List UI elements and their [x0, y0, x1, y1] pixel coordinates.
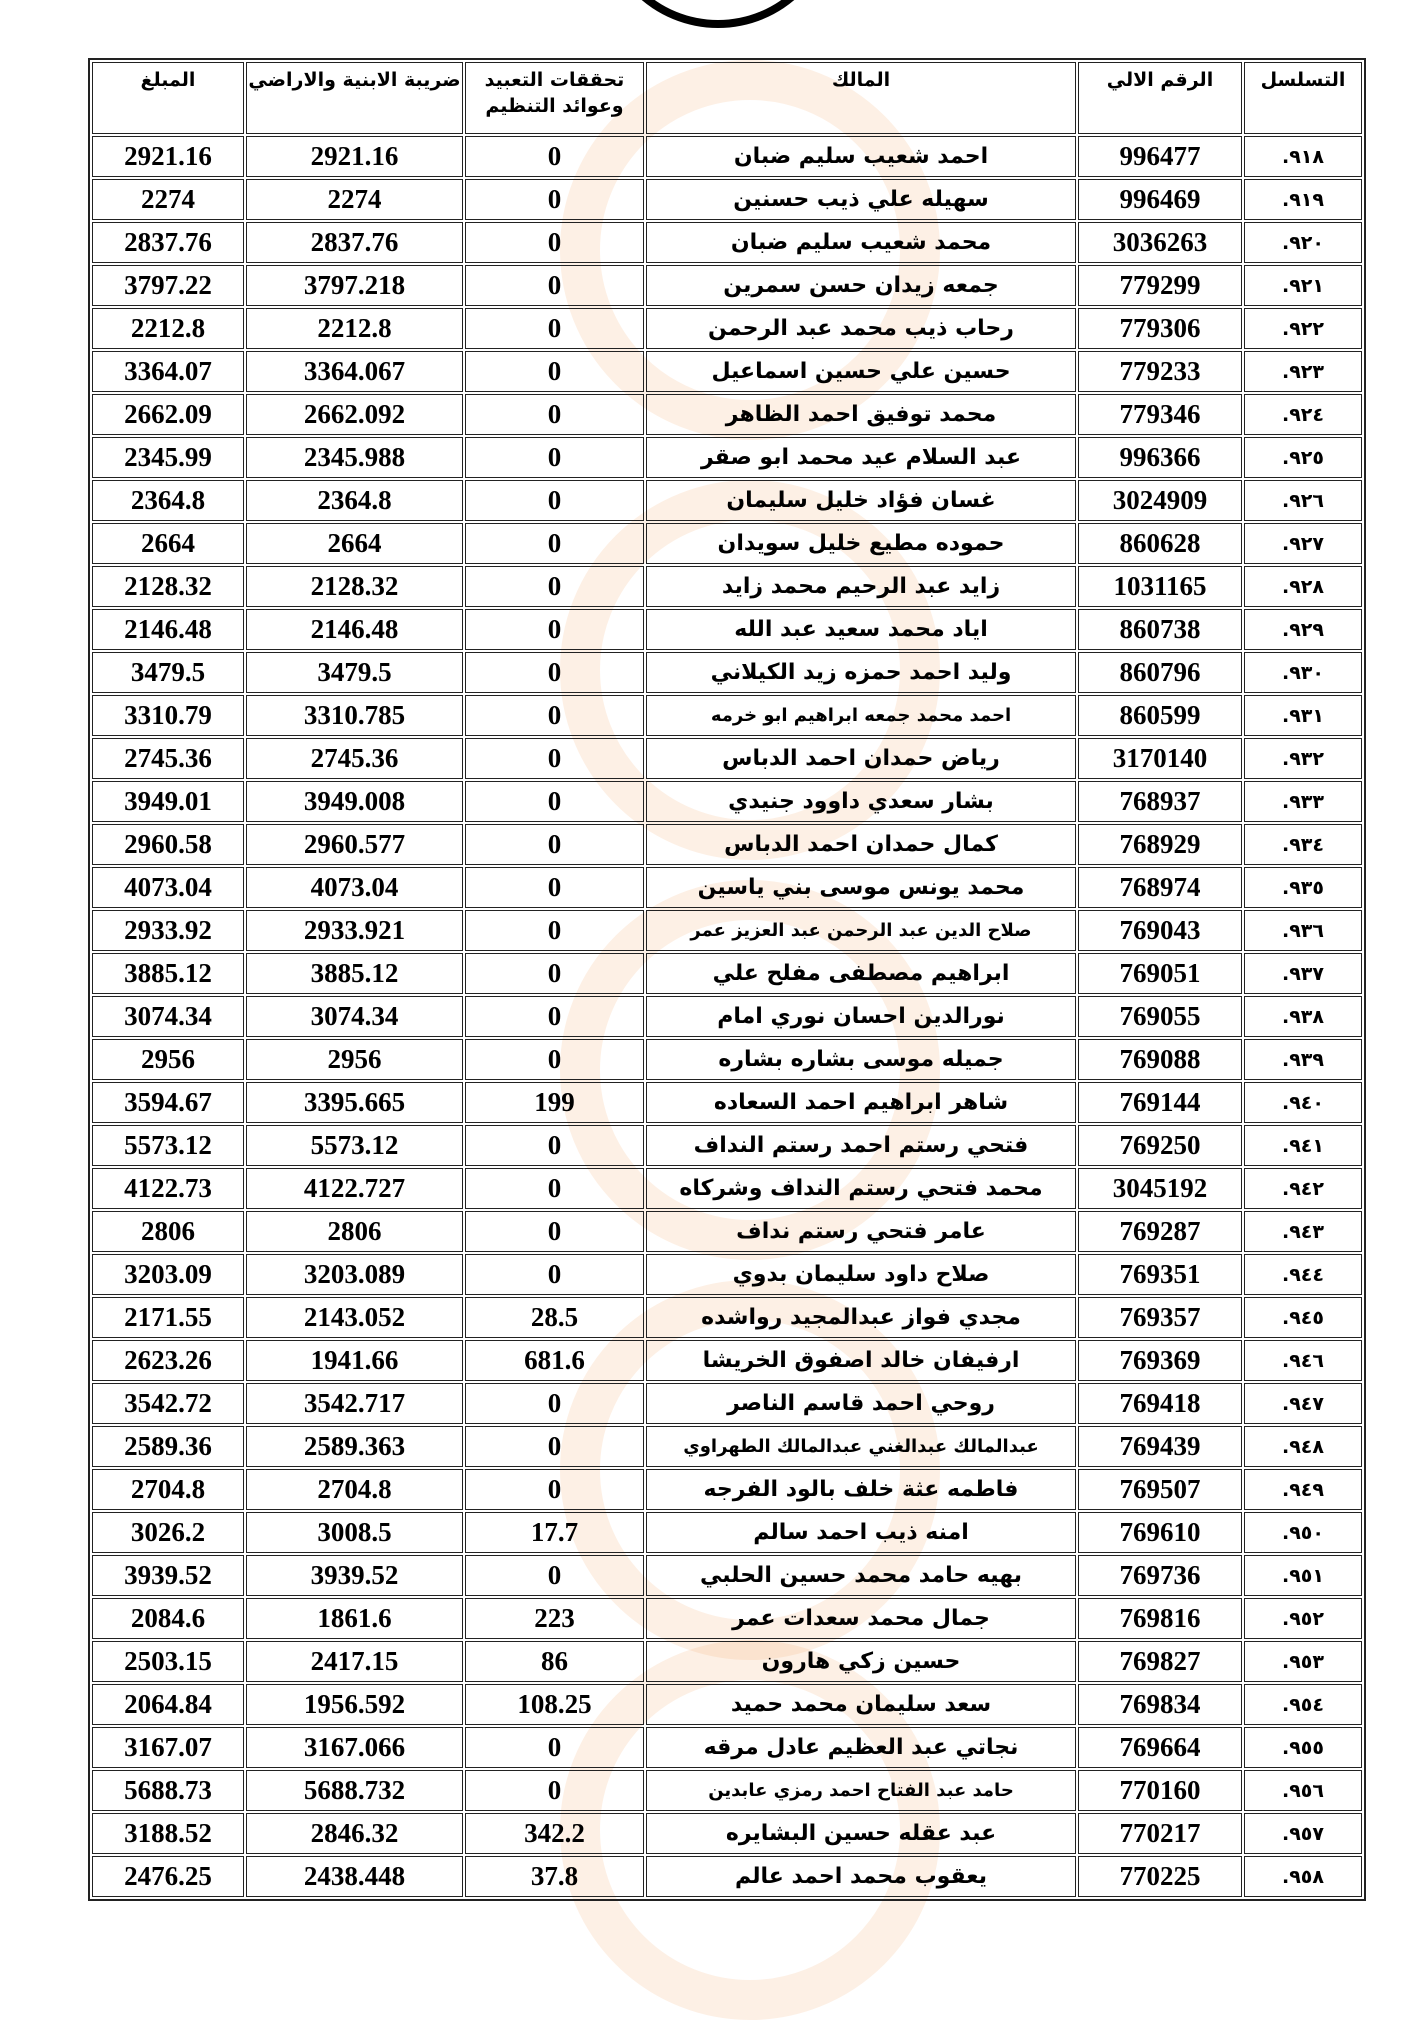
seq-cell: ٩٢٠.: [1244, 222, 1362, 263]
header-owner: المالك: [646, 62, 1076, 134]
amount-cell: 2956: [92, 1039, 244, 1080]
paving-cell: 108.25: [465, 1684, 644, 1725]
table-row: [92, 1727, 1362, 1768]
paving-cell: 0: [465, 222, 644, 263]
auto-number-cell: 779346: [1078, 394, 1242, 435]
table-row: [92, 1555, 1362, 1596]
table-row: [92, 222, 1362, 263]
amount-cell: 2933.92: [92, 910, 244, 951]
seq-cell: ٩٥٧.: [1244, 1813, 1362, 1854]
table-row: [92, 1340, 1362, 1381]
tax-cell: 2589.363: [246, 1426, 463, 1467]
amount-cell: 2589.36: [92, 1426, 244, 1467]
tax-cell: 2143.052: [246, 1297, 463, 1338]
auto-number-cell: 769144: [1078, 1082, 1242, 1123]
seq-cell: ٩٤٠.: [1244, 1082, 1362, 1123]
owner-cell: حموده مطيع خليل سويدان: [646, 523, 1076, 564]
table-row: [92, 351, 1362, 392]
seq-cell: ٩٥٨.: [1244, 1856, 1362, 1897]
amount-cell: 2476.25: [92, 1856, 244, 1897]
auto-number-cell: 3024909: [1078, 480, 1242, 521]
tax-cell: 2662.092: [246, 394, 463, 435]
auto-number-cell: 860628: [1078, 523, 1242, 564]
owner-cell: فتحي رستم احمد رستم النداف: [646, 1125, 1076, 1166]
amount-cell: 3797.22: [92, 265, 244, 306]
amount-cell: 2837.76: [92, 222, 244, 263]
table-row: [92, 910, 1362, 951]
seq-cell: ٩٥٢.: [1244, 1598, 1362, 1639]
amount-cell: 2662.09: [92, 394, 244, 435]
tax-cell: 3167.066: [246, 1727, 463, 1768]
table-row: [92, 1469, 1362, 1510]
auto-number-cell: 769664: [1078, 1727, 1242, 1768]
seq-cell: ٩٤٤.: [1244, 1254, 1362, 1295]
tax-cell: 2345.988: [246, 437, 463, 478]
owner-cell: شاهر ابراهيم احمد السعاده: [646, 1082, 1076, 1123]
tax-cell: 1861.6: [246, 1598, 463, 1639]
auto-number-cell: 768937: [1078, 781, 1242, 822]
tax-cell: 2933.921: [246, 910, 463, 951]
paving-cell: 0: [465, 1727, 644, 1768]
tax-cell: 3203.089: [246, 1254, 463, 1295]
table-row: [92, 781, 1362, 822]
paving-cell: 0: [465, 1125, 644, 1166]
paving-cell: 0: [465, 523, 644, 564]
amount-cell: 5688.73: [92, 1770, 244, 1811]
owner-cell: جميله موسى بشاره بشاره: [646, 1039, 1076, 1080]
paving-cell: 0: [465, 437, 644, 478]
paving-cell: 0: [465, 179, 644, 220]
paving-cell: 0: [465, 1211, 644, 1252]
paving-cell: 28.5: [465, 1297, 644, 1338]
auto-number-cell: 769351: [1078, 1254, 1242, 1295]
seq-cell: ٩٥١.: [1244, 1555, 1362, 1596]
auto-number-cell: 770217: [1078, 1813, 1242, 1854]
paving-cell: 681.6: [465, 1340, 644, 1381]
auto-number-cell: 769088: [1078, 1039, 1242, 1080]
paving-cell: 0: [465, 1254, 644, 1295]
paving-cell: 37.8: [465, 1856, 644, 1897]
paving-cell: 0: [465, 1555, 644, 1596]
amount-cell: 2064.84: [92, 1684, 244, 1725]
header-auto-number: الرقم الالي: [1078, 62, 1242, 134]
seq-cell: ٩٣١.: [1244, 695, 1362, 736]
seq-cell: ٩٥٣.: [1244, 1641, 1362, 1682]
tax-cell: 3885.12: [246, 953, 463, 994]
tax-cell: 3949.008: [246, 781, 463, 822]
owner-cell: كمال حمدان احمد الدباس: [646, 824, 1076, 865]
auto-number-cell: 996469: [1078, 179, 1242, 220]
auto-number-cell: 770225: [1078, 1856, 1242, 1897]
seq-cell: ٩٥٤.: [1244, 1684, 1362, 1725]
auto-number-cell: 779299: [1078, 265, 1242, 306]
amount-cell: 2171.55: [92, 1297, 244, 1338]
table-row: [92, 1082, 1362, 1123]
owner-cell: حسين زكي هارون: [646, 1641, 1076, 1682]
tax-cell: 4073.04: [246, 867, 463, 908]
tax-cell: 2212.8: [246, 308, 463, 349]
owner-cell: نجاتي عبد العظيم عادل مرقه: [646, 1727, 1076, 1768]
amount-cell: 2704.8: [92, 1469, 244, 1510]
table-row: [92, 136, 1362, 177]
paving-cell: 0: [465, 781, 644, 822]
header-seq: التسلسل: [1244, 62, 1362, 134]
seq-cell: ٩٣٠.: [1244, 652, 1362, 693]
auto-number-cell: 769834: [1078, 1684, 1242, 1725]
tax-cell: 3479.5: [246, 652, 463, 693]
tax-cell: 3797.218: [246, 265, 463, 306]
seq-cell: ٩٣٦.: [1244, 910, 1362, 951]
tax-cell: 2438.448: [246, 1856, 463, 1897]
header-row: [92, 62, 1362, 134]
table-row: [92, 1039, 1362, 1080]
amount-cell: 2345.99: [92, 437, 244, 478]
paving-cell: 0: [465, 394, 644, 435]
seq-cell: ٩٤٨.: [1244, 1426, 1362, 1467]
seq-cell: ٩٥٠.: [1244, 1512, 1362, 1553]
owner-cell: صلاح داود سليمان بدوي: [646, 1254, 1076, 1295]
paving-cell: 0: [465, 824, 644, 865]
owner-cell: رياض حمدان احمد الدباس: [646, 738, 1076, 779]
table-row: [92, 609, 1362, 650]
auto-number-cell: 769250: [1078, 1125, 1242, 1166]
seq-cell: ٩٢٢.: [1244, 308, 1362, 349]
tax-cell: 2364.8: [246, 480, 463, 521]
auto-number-cell: 860796: [1078, 652, 1242, 693]
owner-cell: بشار سعدي داوود جنيدي: [646, 781, 1076, 822]
paving-cell: 0: [465, 480, 644, 521]
auto-number-cell: 769357: [1078, 1297, 1242, 1338]
table-row: [92, 738, 1362, 779]
auto-number-cell: 769043: [1078, 910, 1242, 951]
tax-cell: 2146.48: [246, 609, 463, 650]
seq-cell: ٩٤٥.: [1244, 1297, 1362, 1338]
owner-cell: احمد محمد جمعه ابراهيم ابو خرمه: [646, 695, 1076, 736]
owner-cell: غسان فؤاد خليل سليمان: [646, 480, 1076, 521]
owner-cell: محمد فتحي رستم النداف وشركاه: [646, 1168, 1076, 1209]
header-tax: ضريبة الابنية والاراضي: [246, 62, 463, 134]
tax-cell: 3310.785: [246, 695, 463, 736]
amount-cell: 3479.5: [92, 652, 244, 693]
owner-cell: اياد محمد سعيد عبد الله: [646, 609, 1076, 650]
amount-cell: 2960.58: [92, 824, 244, 865]
owner-cell: محمد يونس موسى بني ياسين: [646, 867, 1076, 908]
tax-cell: 2960.577: [246, 824, 463, 865]
table-row: [92, 695, 1362, 736]
owners-tax-table: [88, 58, 1366, 1901]
paving-cell: 0: [465, 351, 644, 392]
tax-cell: 1956.592: [246, 1684, 463, 1725]
paving-cell: 0: [465, 1469, 644, 1510]
tax-cell: 3395.665: [246, 1082, 463, 1123]
seq-cell: ٩٢٩.: [1244, 609, 1362, 650]
auto-number-cell: 769287: [1078, 1211, 1242, 1252]
paving-cell: 0: [465, 1168, 644, 1209]
table-row: [92, 523, 1362, 564]
seq-cell: ٩٥٥.: [1244, 1727, 1362, 1768]
tax-cell: 5688.732: [246, 1770, 463, 1811]
auto-number-cell: 779233: [1078, 351, 1242, 392]
paving-cell: 0: [465, 910, 644, 951]
owner-cell: فاطمه عثة خلف بالود الفرجه: [646, 1469, 1076, 1510]
tax-cell: 1941.66: [246, 1340, 463, 1381]
seq-cell: ٩٤٣.: [1244, 1211, 1362, 1252]
auto-number-cell: 769439: [1078, 1426, 1242, 1467]
table-row: [92, 1641, 1362, 1682]
seq-cell: ٩٤٧.: [1244, 1383, 1362, 1424]
amount-cell: 2623.26: [92, 1340, 244, 1381]
seq-cell: ٩٢٤.: [1244, 394, 1362, 435]
auto-number-cell: 769051: [1078, 953, 1242, 994]
amount-cell: 4122.73: [92, 1168, 244, 1209]
table-row: [92, 1297, 1362, 1338]
auto-number-cell: 769816: [1078, 1598, 1242, 1639]
auto-number-cell: 3036263: [1078, 222, 1242, 263]
seq-cell: ٩٣٢.: [1244, 738, 1362, 779]
paving-cell: 0: [465, 1039, 644, 1080]
table-row: [92, 265, 1362, 306]
auto-number-cell: 768974: [1078, 867, 1242, 908]
amount-cell: 5573.12: [92, 1125, 244, 1166]
seq-cell: ٩٢٨.: [1244, 566, 1362, 607]
table-row: [92, 308, 1362, 349]
tax-cell: 3074.34: [246, 996, 463, 1037]
amount-cell: 3310.79: [92, 695, 244, 736]
header-amount: المبلغ: [92, 62, 244, 134]
table-row: [92, 1125, 1362, 1166]
owner-cell: محمد توفيق احمد الظاهر: [646, 394, 1076, 435]
amount-cell: 3949.01: [92, 781, 244, 822]
auto-number-cell: 769610: [1078, 1512, 1242, 1553]
seq-cell: ٩٤٩.: [1244, 1469, 1362, 1510]
owner-cell: جمعه زيدان حسن سمرين: [646, 265, 1076, 306]
owner-cell: رحاب ذيب محمد عبد الرحمن: [646, 308, 1076, 349]
amount-cell: 3074.34: [92, 996, 244, 1037]
owner-cell: وليد احمد حمزه زيد الكيلاني: [646, 652, 1076, 693]
auto-number-cell: 769418: [1078, 1383, 1242, 1424]
auto-number-cell: 769507: [1078, 1469, 1242, 1510]
seq-cell: ٩٣٨.: [1244, 996, 1362, 1037]
seq-cell: ٩٣٧.: [1244, 953, 1362, 994]
tax-cell: 3542.717: [246, 1383, 463, 1424]
tax-cell: 3364.067: [246, 351, 463, 392]
amount-cell: 2664: [92, 523, 244, 564]
tax-cell: 2417.15: [246, 1641, 463, 1682]
tax-cell: 2921.16: [246, 136, 463, 177]
table-row: [92, 480, 1362, 521]
table-row: [92, 1684, 1362, 1725]
table-row: [92, 1426, 1362, 1467]
amount-cell: 2146.48: [92, 609, 244, 650]
seq-cell: ٩٢٦.: [1244, 480, 1362, 521]
seq-cell: ٩٤١.: [1244, 1125, 1362, 1166]
amount-cell: 3885.12: [92, 953, 244, 994]
table-row: [92, 394, 1362, 435]
paving-cell: 0: [465, 1383, 644, 1424]
paving-cell: 223: [465, 1598, 644, 1639]
owner-cell: امنه ذيب احمد سالم: [646, 1512, 1076, 1553]
table-row: [92, 566, 1362, 607]
paving-cell: 0: [465, 953, 644, 994]
owner-cell: سعد سليمان محمد حميد: [646, 1684, 1076, 1725]
tax-cell: 2846.32: [246, 1813, 463, 1854]
tax-cell: 2274: [246, 179, 463, 220]
paving-cell: 0: [465, 609, 644, 650]
amount-cell: 2084.6: [92, 1598, 244, 1639]
seq-cell: ٩٢٧.: [1244, 523, 1362, 564]
paving-cell: 0: [465, 1770, 644, 1811]
owner-cell: نورالدين احسان نوري امام: [646, 996, 1076, 1037]
amount-cell: 3167.07: [92, 1727, 244, 1768]
table-row: [92, 1211, 1362, 1252]
table-row: [92, 179, 1362, 220]
amount-cell: 2128.32: [92, 566, 244, 607]
seq-cell: ٩٢١.: [1244, 265, 1362, 306]
amount-cell: 4073.04: [92, 867, 244, 908]
amount-cell: 3364.07: [92, 351, 244, 392]
tax-cell: 5573.12: [246, 1125, 463, 1166]
owner-cell: مجدي فواز عبدالمجيد رواشده: [646, 1297, 1076, 1338]
table-row: [92, 824, 1362, 865]
tax-cell: 2806: [246, 1211, 463, 1252]
seq-cell: ٩٢٥.: [1244, 437, 1362, 478]
amount-cell: 3594.67: [92, 1082, 244, 1123]
auto-number-cell: 769827: [1078, 1641, 1242, 1682]
table-row: [92, 1383, 1362, 1424]
auto-number-cell: 3045192: [1078, 1168, 1242, 1209]
amount-cell: 2364.8: [92, 480, 244, 521]
paving-cell: 0: [465, 652, 644, 693]
amount-cell: 3203.09: [92, 1254, 244, 1295]
tax-cell: 2664: [246, 523, 463, 564]
amount-cell: 2921.16: [92, 136, 244, 177]
amount-cell: 3939.52: [92, 1555, 244, 1596]
paving-cell: 342.2: [465, 1813, 644, 1854]
paving-cell: 0: [465, 136, 644, 177]
table-row: [92, 867, 1362, 908]
amount-cell: 2806: [92, 1211, 244, 1252]
table-row: [92, 996, 1362, 1037]
tax-cell: 2128.32: [246, 566, 463, 607]
seq-cell: ٩٥٦.: [1244, 1770, 1362, 1811]
owner-cell: محمد شعيب سليم ضبان: [646, 222, 1076, 263]
amount-cell: 2745.36: [92, 738, 244, 779]
seq-cell: ٩٢٣.: [1244, 351, 1362, 392]
table-row: [92, 1770, 1362, 1811]
auto-number-cell: 768929: [1078, 824, 1242, 865]
amount-cell: 3188.52: [92, 1813, 244, 1854]
auto-number-cell: 3170140: [1078, 738, 1242, 779]
auto-number-cell: 769369: [1078, 1340, 1242, 1381]
paving-cell: 0: [465, 308, 644, 349]
owner-cell: حامد عبد الفتاح احمد رمزي عابدين: [646, 1770, 1076, 1811]
tax-cell: 2956: [246, 1039, 463, 1080]
header-paving: تحققات التعبيد وعوائد التنظيم: [465, 62, 644, 134]
amount-cell: 3026.2: [92, 1512, 244, 1553]
auto-number-cell: 1031165: [1078, 566, 1242, 607]
owner-cell: صلاح الدين عبد الرحمن عبد العزيز عمر: [646, 910, 1076, 951]
auto-number-cell: 769055: [1078, 996, 1242, 1037]
table-row: [92, 437, 1362, 478]
tax-cell: 3008.5: [246, 1512, 463, 1553]
amount-cell: 3542.72: [92, 1383, 244, 1424]
seq-cell: ٩٣٣.: [1244, 781, 1362, 822]
paving-cell: 0: [465, 695, 644, 736]
seq-cell: ٩٣٤.: [1244, 824, 1362, 865]
tax-cell: 3939.52: [246, 1555, 463, 1596]
paving-cell: 0: [465, 867, 644, 908]
paving-cell: 0: [465, 996, 644, 1037]
auto-number-cell: 779306: [1078, 308, 1242, 349]
paving-cell: 0: [465, 265, 644, 306]
auto-number-cell: 996477: [1078, 136, 1242, 177]
tax-cell: 4122.727: [246, 1168, 463, 1209]
table-row: [92, 1512, 1362, 1553]
auto-number-cell: 769736: [1078, 1555, 1242, 1596]
owner-cell: زايد عبد الرحيم محمد زايد: [646, 566, 1076, 607]
table-row: [92, 1813, 1362, 1854]
owner-cell: جمال محمد سعدات عمر: [646, 1598, 1076, 1639]
paving-cell: 0: [465, 738, 644, 779]
paving-cell: 0: [465, 566, 644, 607]
seq-cell: ٩١٩.: [1244, 179, 1362, 220]
paving-cell: 0: [465, 1426, 644, 1467]
tax-cell: 2837.76: [246, 222, 463, 263]
table-row: [92, 1254, 1362, 1295]
auto-number-cell: 770160: [1078, 1770, 1242, 1811]
table-row: [92, 953, 1362, 994]
owner-cell: عبد السلام عيد محمد ابو صقر: [646, 437, 1076, 478]
auto-number-cell: 996366: [1078, 437, 1242, 478]
tax-cell: 2745.36: [246, 738, 463, 779]
tax-cell: 2704.8: [246, 1469, 463, 1510]
table-row: [92, 1168, 1362, 1209]
amount-cell: 2212.8: [92, 308, 244, 349]
seq-cell: ٩١٨.: [1244, 136, 1362, 177]
table-body: [92, 136, 1362, 1897]
seq-cell: ٩٣٥.: [1244, 867, 1362, 908]
auto-number-cell: 860738: [1078, 609, 1242, 650]
owner-cell: سهيله علي ذيب حسنين: [646, 179, 1076, 220]
seq-cell: ٩٤٦.: [1244, 1340, 1362, 1381]
table-row: [92, 1598, 1362, 1639]
seq-cell: ٩٣٩.: [1244, 1039, 1362, 1080]
auto-number-cell: 860599: [1078, 695, 1242, 736]
owner-cell: عبدالمالك عبدالغني عبدالمالك الطهراوي: [646, 1426, 1076, 1467]
owner-cell: ارفيفان خالد اصفوق الخريشا: [646, 1340, 1076, 1381]
owner-cell: عبد عقله حسين البشايره: [646, 1813, 1076, 1854]
paving-cell: 86: [465, 1641, 644, 1682]
owner-cell: عامر فتحي رستم نداف: [646, 1211, 1076, 1252]
table-row: [92, 652, 1362, 693]
seal-ring-decoration: [600, 0, 836, 28]
owner-cell: حسين علي حسين اسماعيل: [646, 351, 1076, 392]
paving-cell: 17.7: [465, 1512, 644, 1553]
amount-cell: 2274: [92, 179, 244, 220]
paving-cell: 199: [465, 1082, 644, 1123]
owner-cell: احمد شعيب سليم ضبان: [646, 136, 1076, 177]
owner-cell: ابراهيم مصطفى مفلح علي: [646, 953, 1076, 994]
owner-cell: بهيه حامد محمد حسين الحلبي: [646, 1555, 1076, 1596]
amount-cell: 2503.15: [92, 1641, 244, 1682]
owner-cell: روحي احمد قاسم الناصر: [646, 1383, 1076, 1424]
seq-cell: ٩٤٢.: [1244, 1168, 1362, 1209]
owner-cell: يعقوب محمد احمد عالم: [646, 1856, 1076, 1897]
